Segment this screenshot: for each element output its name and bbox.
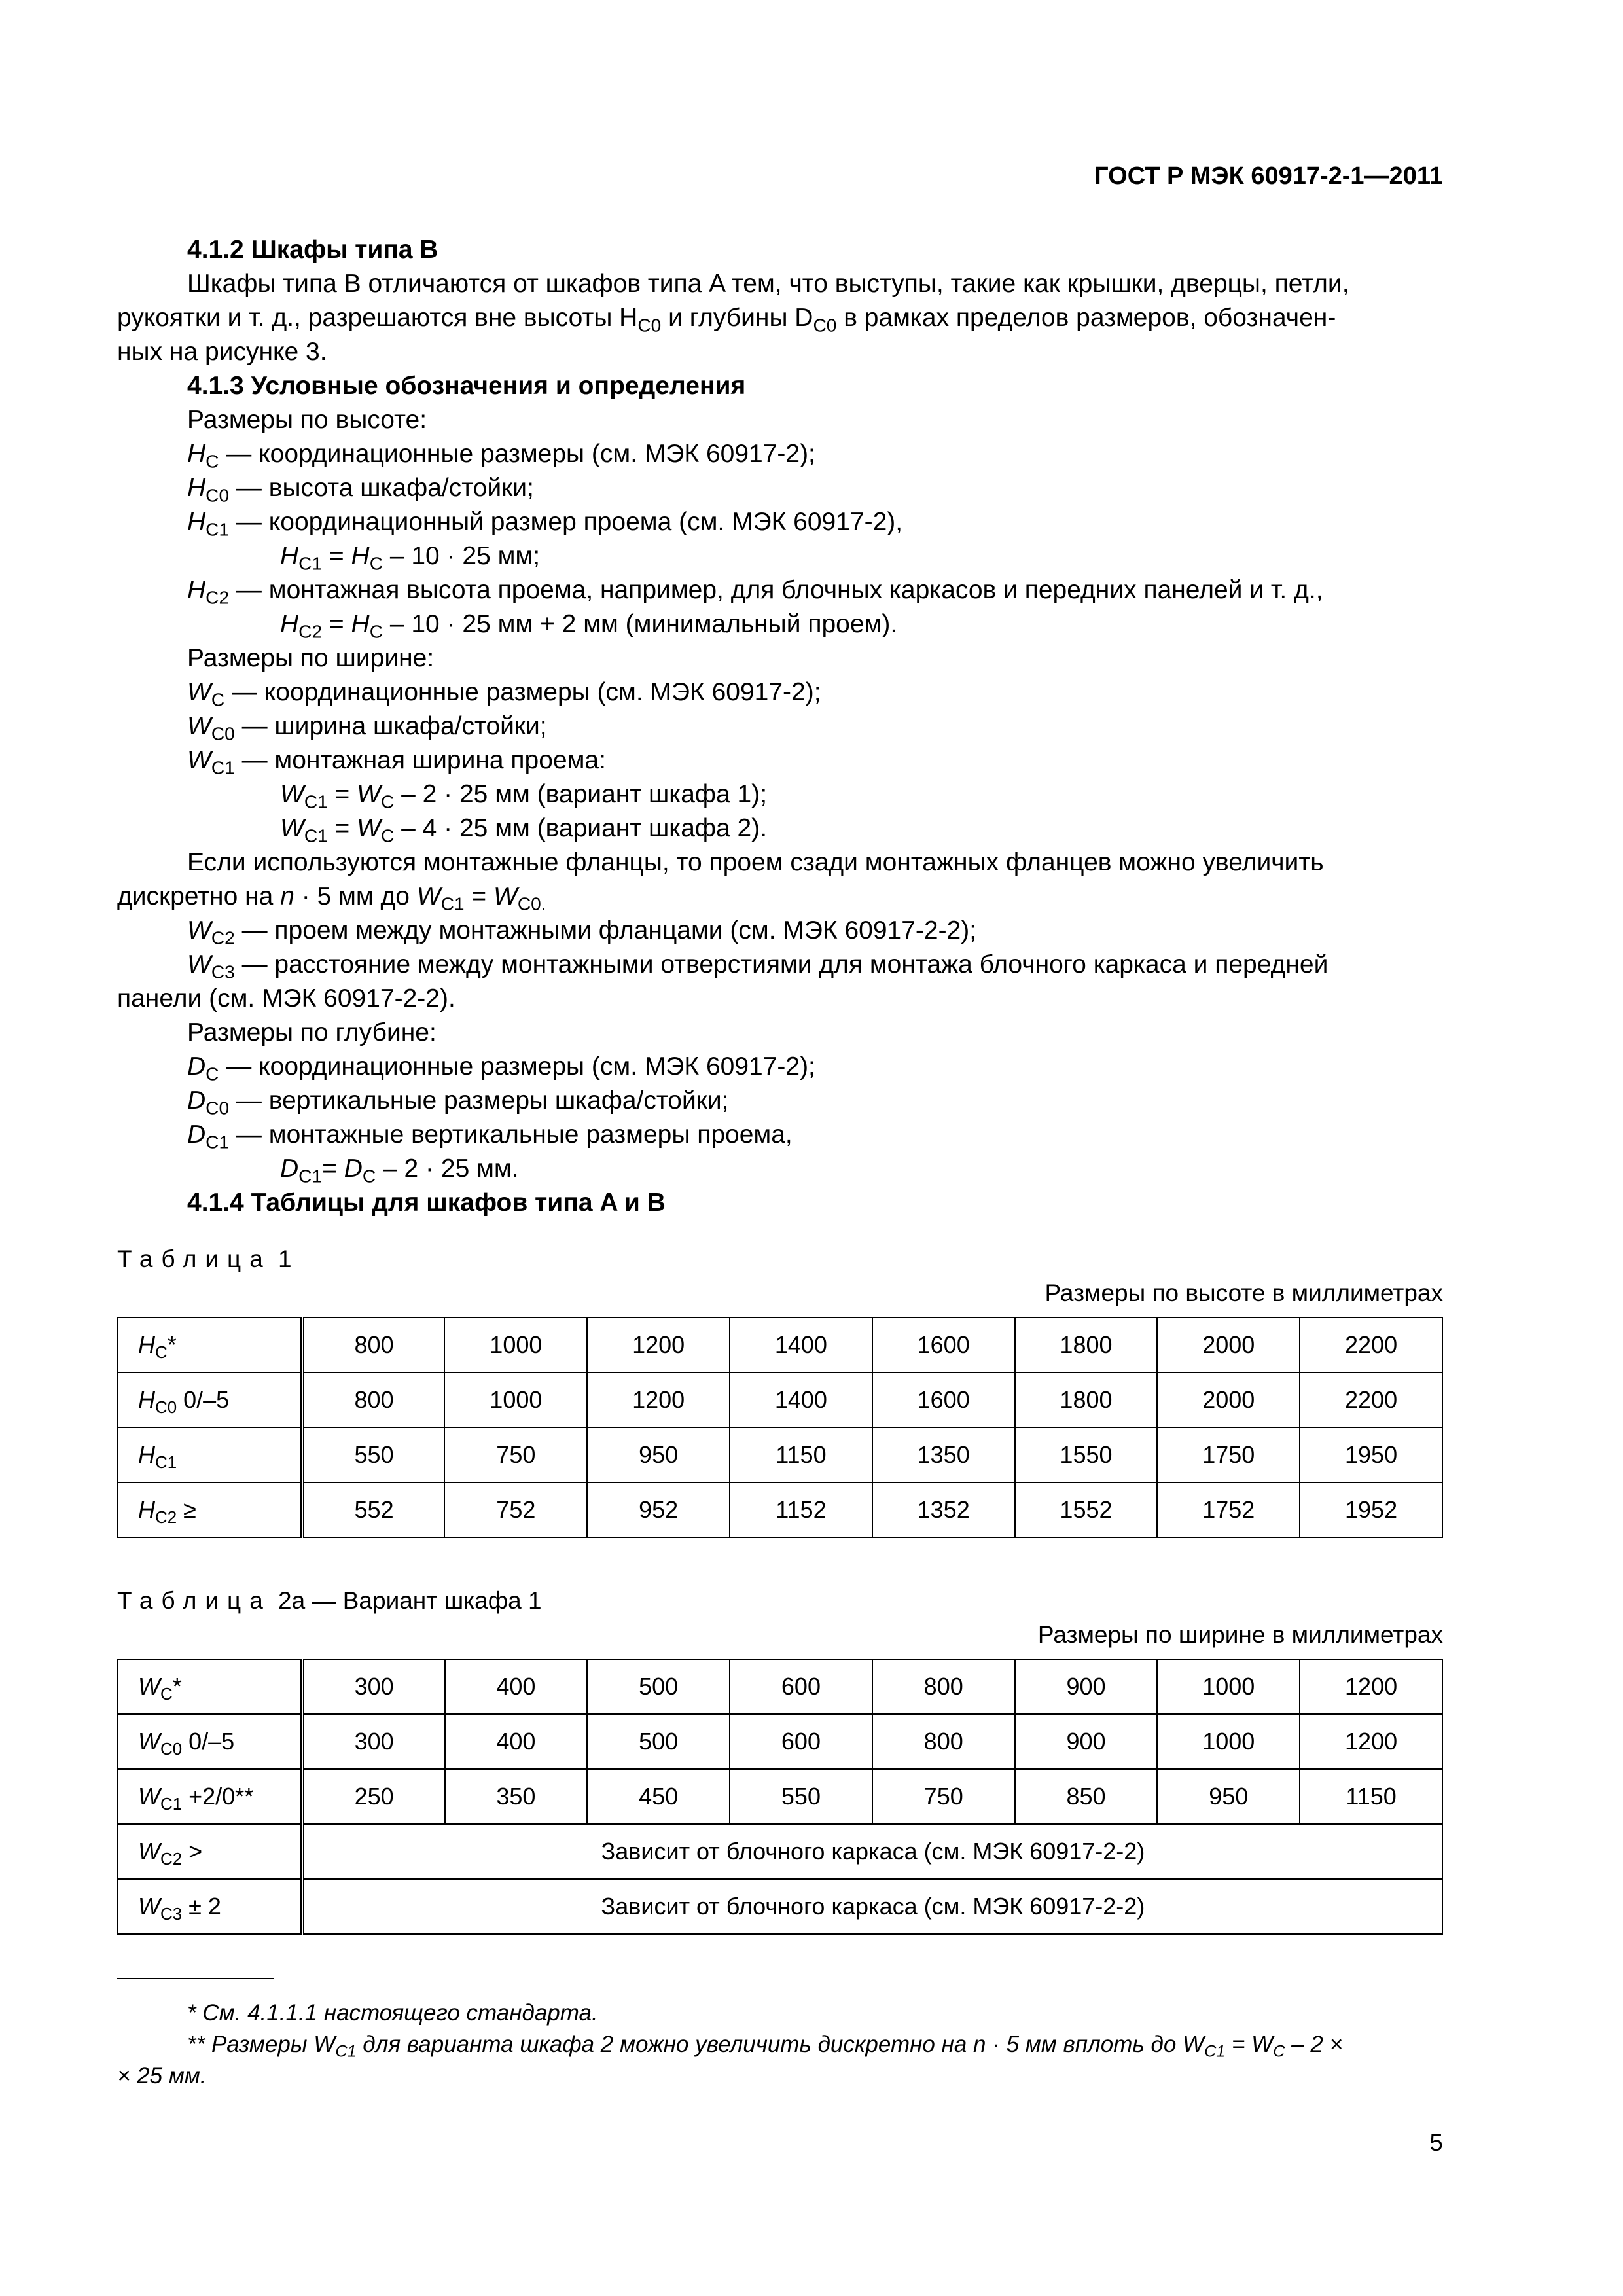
- table-cell: 2200: [1300, 1318, 1442, 1372]
- table-cell: 1350: [872, 1427, 1015, 1482]
- table-cell: 952: [587, 1482, 730, 1537]
- def-dc1: $D_{C1}$ — монтажные вертикальные размеры проема,: [187, 1121, 793, 1153]
- def-hc2: $H_{C2}$ — монтажная высота проема, например, для блочных каркасов и передних панелей и т. д.,: [187, 576, 1323, 608]
- table-row: [118, 1659, 1442, 1714]
- table-cell: 600: [730, 1659, 872, 1714]
- table-row: [118, 1372, 1442, 1427]
- table-cell: 900: [1015, 1714, 1158, 1769]
- row-label: $H_{C2}$ ≥: [118, 1482, 302, 1537]
- paragraph-line: ных на рисунке 3.: [117, 338, 327, 366]
- height-dimensions-label: Размеры по высоте:: [187, 406, 427, 434]
- row-label: $W_{C3} \pm 2$: [118, 1879, 302, 1934]
- table-cell: 2000: [1157, 1318, 1300, 1372]
- formula-dc1: $D_{C1}= D_C - 2 \cdot 25$ мм.: [280, 1155, 519, 1187]
- paragraph-line: Если используются монтажные фланцы, то проем сзади монтажных фланцев можно увеличить: [187, 848, 1324, 876]
- paragraph-line: рукоятки и т. д., разрешаются вне высоты $H_{C0}$ и глубины $D_{C0}$ в рамках пределов размеров, обозначен-: [117, 304, 1336, 336]
- formula-hc1: $H_{C1} = H_C - 10 \cdot 25$ мм;: [280, 542, 541, 574]
- document-id: ГОСТ Р МЭК 60917-2-1—2011: [1094, 162, 1443, 190]
- section-title-4-1-4: 4.1.4 Таблицы для шкафов типа A и B: [187, 1189, 666, 1217]
- section-title-4-1-2: 4.1.2 Шкафы типа B: [187, 236, 438, 264]
- table-cell: 1750: [1157, 1427, 1300, 1482]
- table-cell: 1000: [444, 1372, 587, 1427]
- table-2a: [117, 1659, 1443, 1935]
- table-row: [118, 1427, 1442, 1482]
- table-cell: 1600: [872, 1318, 1015, 1372]
- formula-wc1-variant2: $W_{C1} = W_C - 4 \cdot 25$ мм (вариант шкафа 2).: [280, 814, 768, 846]
- table-row: [118, 1824, 1442, 1879]
- table-cell: 750: [872, 1769, 1015, 1824]
- table-cell: 1550: [1015, 1427, 1158, 1482]
- table-cell: 950: [587, 1427, 730, 1482]
- table2a-caption: Таблица 2а — Вариант шкафа 1: [117, 1587, 542, 1614]
- row-label: $W_{C2}$ >: [118, 1824, 302, 1879]
- formula-wc1-variant1: $W_{C1} = W_C - 2 \cdot 25$ мм (вариант шкафа 1);: [280, 780, 768, 812]
- footnote-2-continued: × 25 мм.: [117, 2063, 207, 2089]
- table-row: [118, 1482, 1442, 1537]
- table-cell: 1400: [730, 1318, 872, 1372]
- footnote-1: * См. 4.1.1.1 настоящего стандарта.: [187, 2000, 598, 2026]
- footnote-2: ** Размеры $W_{C1}$ для варианта шкафа 2 можно увеличить дискретно на n · 5 мм вплоть до $W_{C1} = W_C - 2$ ×: [187, 2032, 1343, 2061]
- table-cell: 300: [302, 1659, 445, 1714]
- table-cell: 600: [730, 1714, 872, 1769]
- table-row: [118, 1879, 1442, 1934]
- table-cell: 950: [1157, 1769, 1300, 1824]
- table-cell: 450: [587, 1769, 730, 1824]
- table-cell: 800: [302, 1318, 445, 1372]
- table-cell: 800: [872, 1659, 1015, 1714]
- table-cell: 1200: [1300, 1659, 1442, 1714]
- table-cell: 1352: [872, 1482, 1015, 1537]
- def-hc1: $H_{C1}$ — координационный размер проема (см. МЭК 60917-2),: [187, 508, 903, 540]
- table-row: [118, 1769, 1442, 1824]
- table-cell: 1800: [1015, 1318, 1158, 1372]
- row-label: $W_{C1} +2/0**$: [118, 1769, 302, 1824]
- table-cell: 752: [444, 1482, 587, 1537]
- def-hc0: $H_{C0}$ — высота шкафа/стойки;: [187, 474, 534, 506]
- def-dc: $D_C$ — координационные размеры (см. МЭК 60917-2);: [187, 1052, 815, 1085]
- formula-hc2: $H_{C2} = H_C - 10 \cdot 25$ мм + 2 мм (минимальный проем).: [280, 610, 898, 642]
- table-cell: 800: [872, 1714, 1015, 1769]
- table-cell: 750: [444, 1427, 587, 1482]
- width-dimensions-label: Размеры по ширине:: [187, 644, 435, 672]
- table-cell: 350: [445, 1769, 588, 1824]
- table-row: [118, 1714, 1442, 1769]
- depth-dimensions-label: Размеры по глубине:: [187, 1018, 437, 1047]
- row-label: $W_C*$: [118, 1659, 302, 1714]
- table-cell: 2200: [1300, 1372, 1442, 1427]
- paragraph-line: дискретно на n · 5 мм до $W_{C1} = W_{C0.}$: [117, 882, 546, 914]
- table-cell: 550: [302, 1427, 445, 1482]
- table-cell: 1152: [730, 1482, 872, 1537]
- table-cell: 1752: [1157, 1482, 1300, 1537]
- def-wc1: $W_{C1}$ — монтажная ширина проема:: [187, 746, 606, 778]
- table-cell: 1150: [1300, 1769, 1442, 1824]
- table-cell: 1800: [1015, 1372, 1158, 1427]
- table-cell: 550: [730, 1769, 872, 1824]
- table1-caption: Таблица 1: [117, 1246, 292, 1272]
- table-cell: 500: [587, 1659, 730, 1714]
- table1-units: Размеры по высоте в миллиметрах: [1044, 1280, 1443, 1306]
- table-cell: 1200: [587, 1318, 730, 1372]
- table-cell-merged: Зависит от блочного каркаса (см. МЭК 60917-2-2): [302, 1879, 1442, 1934]
- def-wc0: $W_{C0}$ — ширина шкафа/стойки;: [187, 712, 547, 744]
- row-label: $W_{C0}$ 0/–5: [118, 1714, 302, 1769]
- row-label: $H_{C1}$: [118, 1427, 302, 1482]
- table-cell: 850: [1015, 1769, 1158, 1824]
- def-dc0: $D_{C0}$ — вертикальные размеры шкафа/стойки;: [187, 1086, 729, 1119]
- table-cell: 1200: [587, 1372, 730, 1427]
- table-cell-merged: Зависит от блочного каркаса (см. МЭК 60917-2-2): [302, 1824, 1442, 1879]
- table-cell: 1000: [1157, 1714, 1300, 1769]
- section-title-4-1-3: 4.1.3 Условные обозначения и определения: [187, 372, 746, 400]
- table-cell: 900: [1015, 1659, 1158, 1714]
- table-cell: 400: [445, 1659, 588, 1714]
- table-cell: 1400: [730, 1372, 872, 1427]
- def-wc2: $W_{C2}$ — проем между монтажными фланцами (см. МЭК 60917-2-2);: [187, 916, 977, 948]
- table-cell: 2000: [1157, 1372, 1300, 1427]
- footnote-separator: [117, 1978, 274, 1979]
- table-cell: 1000: [1157, 1659, 1300, 1714]
- table-cell: 400: [445, 1714, 588, 1769]
- table-cell: 1952: [1300, 1482, 1442, 1537]
- table-cell: 552: [302, 1482, 445, 1537]
- table-cell: 1150: [730, 1427, 872, 1482]
- paragraph-line: Шкафы типа B отличаются от шкафов типа A тем, что выступы, такие как крышки, дверцы, петли,: [187, 270, 1349, 298]
- table2a-units: Размеры по ширине в миллиметрах: [1037, 1621, 1443, 1648]
- table-cell: 1600: [872, 1372, 1015, 1427]
- page-number: 5: [1429, 2129, 1443, 2156]
- table-cell: 1200: [1300, 1714, 1442, 1769]
- table-cell: 800: [302, 1372, 445, 1427]
- table-cell: 1552: [1015, 1482, 1158, 1537]
- def-wc3: $W_{C3}$ — расстояние между монтажными отверстиями для монтажа блочного каркаса и передней: [187, 950, 1329, 982]
- row-label: $H_C*$: [118, 1318, 302, 1372]
- table-cell: 300: [302, 1714, 445, 1769]
- table-cell: 1950: [1300, 1427, 1442, 1482]
- paragraph-line: панели (см. МЭК 60917-2-2).: [117, 984, 455, 1013]
- table-row: [118, 1318, 1442, 1372]
- table-cell: 1000: [444, 1318, 587, 1372]
- table-cell: 500: [587, 1714, 730, 1769]
- table-1: [117, 1317, 1443, 1538]
- row-label: $H_{C0}$ 0/–5: [118, 1372, 302, 1427]
- def-hc: $H_C$ — координационные размеры (см. МЭК 60917-2);: [187, 440, 815, 472]
- table-cell: 250: [302, 1769, 445, 1824]
- def-wc: $W_C$ — координационные размеры (см. МЭК 60917-2);: [187, 678, 821, 710]
